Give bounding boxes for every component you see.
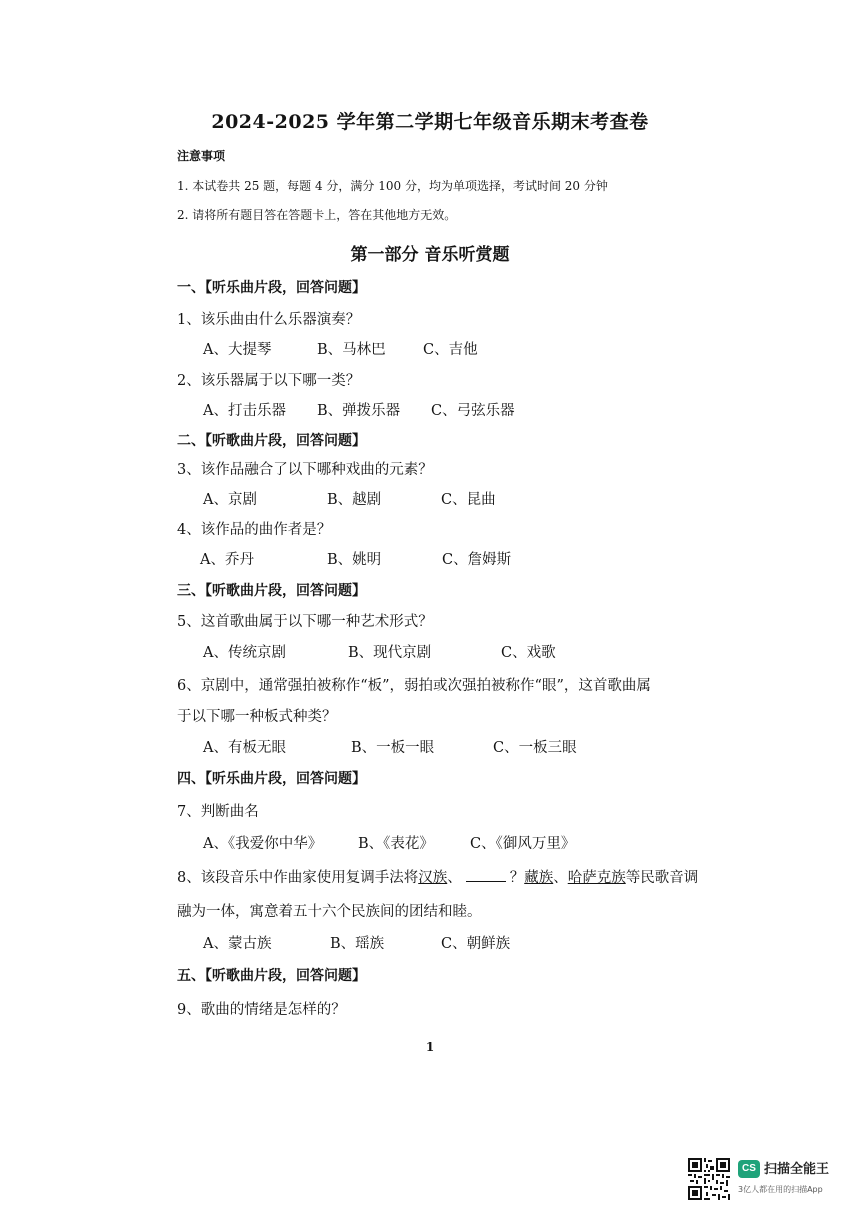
option-c: C、一板三眼 xyxy=(493,740,577,756)
option-a: A、《我爱你中华》 xyxy=(203,836,323,852)
section-heading-3: 三、【听歌曲片段，回答问题】 xyxy=(177,583,366,599)
option-a: A、有板无眼 xyxy=(203,740,286,756)
question-8-suffix: 等民歌音调 xyxy=(625,870,699,886)
notice-item-1: 1. 本试卷共 25 题，每题 4 分，满分 100 分，均为单项选择，考试时间 20 分钟 xyxy=(177,179,608,193)
option-b: B、弹拨乐器 xyxy=(317,403,401,419)
option-a: A、乔丹 xyxy=(200,552,254,568)
ethnic-hasake: 哈萨克族 xyxy=(567,870,626,886)
option-c: C、朝鲜族 xyxy=(441,936,511,952)
question-9: 9、歌曲的情绪是怎样的？ xyxy=(177,1002,346,1018)
page-number: 1 xyxy=(425,1040,435,1054)
option-b: B、姚明 xyxy=(327,552,382,568)
option-b: B、马林巴 xyxy=(317,342,386,358)
question-3-options xyxy=(203,488,496,509)
separator: 、 xyxy=(553,870,568,886)
question-2: 2、该乐器属于以下哪一类？ xyxy=(177,373,361,389)
question-4: 4、该作品的曲作者是？ xyxy=(177,522,332,538)
option-b: B、《表花》 xyxy=(358,836,434,852)
option-c: C、戏歌 xyxy=(501,645,556,661)
option-b: B、越剧 xyxy=(327,492,382,508)
option-c: C、弓弦乐器 xyxy=(431,403,515,419)
question-8-options xyxy=(203,932,510,953)
scanner-watermark xyxy=(688,1158,848,1204)
section-heading-1: 一、【听乐曲片段，回答问题】 xyxy=(177,280,366,296)
section-heading-4: 四、【听乐曲片段，回答问题】 xyxy=(177,771,366,787)
question-8-line-1 xyxy=(177,866,698,887)
question-5-options xyxy=(203,641,556,662)
option-a: A、大提琴 xyxy=(203,342,272,358)
question-7-options xyxy=(203,832,575,853)
qr-code-icon xyxy=(688,1158,730,1200)
part-title: 第一部分 音乐听赏题 xyxy=(350,245,510,265)
option-b: B、一板一眼 xyxy=(351,740,435,756)
notice-item-2: 2. 请将所有题目答在答题卡上，答在其他地方无效。 xyxy=(177,208,457,222)
question-7: 7、判断曲名 xyxy=(177,804,259,820)
camscanner-logo-icon: CS xyxy=(738,1160,760,1178)
question-8-prefix: 8、该段音乐中作曲家使用复调手法将 xyxy=(177,870,419,886)
question-6-line-1: 6、京剧中，通常强拍被称作“板”，弱拍或次强拍被称作“眼”，这首歌曲属 xyxy=(177,678,651,694)
question-3: 3、该作品融合了以下哪种戏曲的元素？ xyxy=(177,462,433,478)
section-heading-2: 二、【听歌曲片段，回答问题】 xyxy=(177,433,366,449)
exam-title: 2024-2025 学年第二学期七年级音乐期末考查卷 xyxy=(211,111,649,133)
option-a: A、打击乐器 xyxy=(203,403,286,419)
option-a: A、京剧 xyxy=(203,492,257,508)
separator: 、 xyxy=(447,870,462,886)
option-a: A、蒙古族 xyxy=(203,936,272,952)
option-c: C、昆曲 xyxy=(441,492,496,508)
question-2-options xyxy=(203,399,515,420)
question-1: 1、该乐曲由什么乐器演奏？ xyxy=(177,312,361,328)
option-b: B、瑶族 xyxy=(330,936,385,952)
question-8-line-2: 融为一体，寓意着五十六个民族间的团结和睦。 xyxy=(177,904,482,920)
option-c: C、詹姆斯 xyxy=(442,552,512,568)
scanner-tagline: 3亿人都在用的扫描App xyxy=(738,1185,823,1194)
question-5: 5、这首歌曲属于以下哪一种艺术形式？ xyxy=(177,614,433,630)
question-6-line-2: 于以下哪一种板式种类？ xyxy=(177,709,337,725)
section-heading-5: 五、【听歌曲片段，回答问题】 xyxy=(177,968,366,984)
ethnic-zang: 藏族 xyxy=(524,870,554,886)
notice-heading: 注意事项 xyxy=(177,149,226,163)
ethnic-han: 汉族 xyxy=(418,870,448,886)
option-b: B、现代京剧 xyxy=(348,645,432,661)
question-4-options xyxy=(200,548,511,569)
question-6-options xyxy=(203,736,577,757)
question-1-options xyxy=(203,338,478,359)
answer-blank xyxy=(466,867,506,882)
option-a: A、传统京剧 xyxy=(203,645,286,661)
scanner-brand: 扫描全能王 xyxy=(764,1162,830,1177)
option-c: C、吉他 xyxy=(423,342,478,358)
option-c: C、《御风万里》 xyxy=(470,836,576,852)
question-mark: ？ xyxy=(509,870,525,886)
